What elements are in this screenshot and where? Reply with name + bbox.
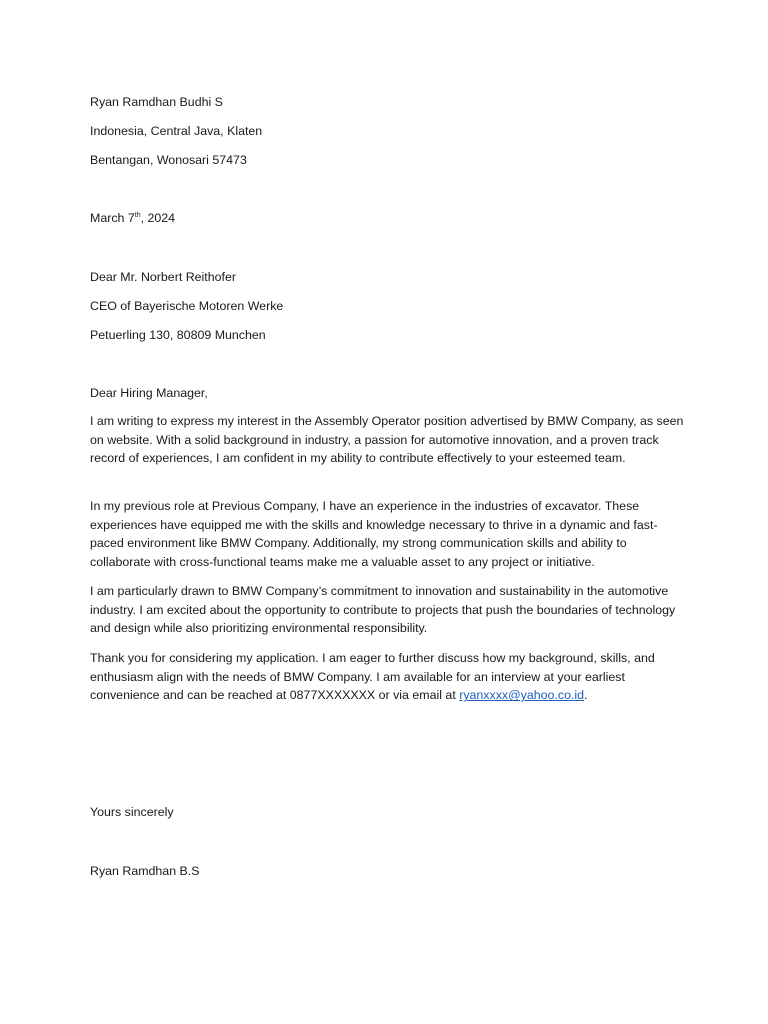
closing: Yours sincerely xyxy=(90,805,174,819)
signature-name: Ryan Ramdhan B.S xyxy=(90,864,200,878)
body-paragraph-3: I am particularly drawn to BMW Company’s commitment to innovation and sustainability in the automotive industry. I am excited about the opportunity to contribute to projects that push the boundaries of technology and design while also prioritizing environmental responsibility. xyxy=(90,584,676,636)
date-year: , 2024 xyxy=(140,211,176,225)
sender-address-line1: Indonesia, Central Java, Klaten xyxy=(90,124,263,138)
body-paragraph-4 xyxy=(90,649,686,705)
paragraph-4-text: Thank you for considering my application. I am eager to further discuss how my background, skills, and enthusiasm align with the needs of BMW Company. I am available for an interview at your earliest convenience and can be reached at 0877XXXXXXX or via email at xyxy=(90,651,655,703)
email-link[interactable]: ryanxxxx@yahoo.co.id xyxy=(459,688,585,703)
recipient-name: Dear Mr. Norbert Reithofer xyxy=(90,270,236,284)
sender-address-line2: Bentangan, Wonosari 57473 xyxy=(90,153,247,167)
date-month-day: March 7 xyxy=(90,211,135,225)
letter-date xyxy=(90,210,175,226)
recipient-title: CEO of Bayerische Motoren Werke xyxy=(90,299,284,313)
date-suffix: th xyxy=(134,212,141,219)
salutation: Dear Hiring Manager, xyxy=(90,386,208,400)
sender-name: Ryan Ramdhan Budhi S xyxy=(90,95,223,109)
body-paragraph-2: In my previous role at Previous Company, I have an experience in the industries of excavator. These experiences have equipped me with the skills and knowledge necessary to thrive in a dynamic and fast-paced environment like BMW Company. Additionally, my strong communication skills and ability to collaborate with cross-functional teams make me a valuable asset to any project or initiative. xyxy=(90,499,658,570)
body-paragraph-1: I am writing to express my interest in the Assembly Operator position advertised by BMW Company, as seen on website. With a solid background in industry, a passion for automotive innovation, and a proven track record of experiences, I am confident in my ability to contribute effectively to your esteemed team. xyxy=(90,414,684,466)
email-trailing-period: . xyxy=(584,688,588,703)
recipient-address: Petuerling 130, 80809 Munchen xyxy=(90,328,266,342)
